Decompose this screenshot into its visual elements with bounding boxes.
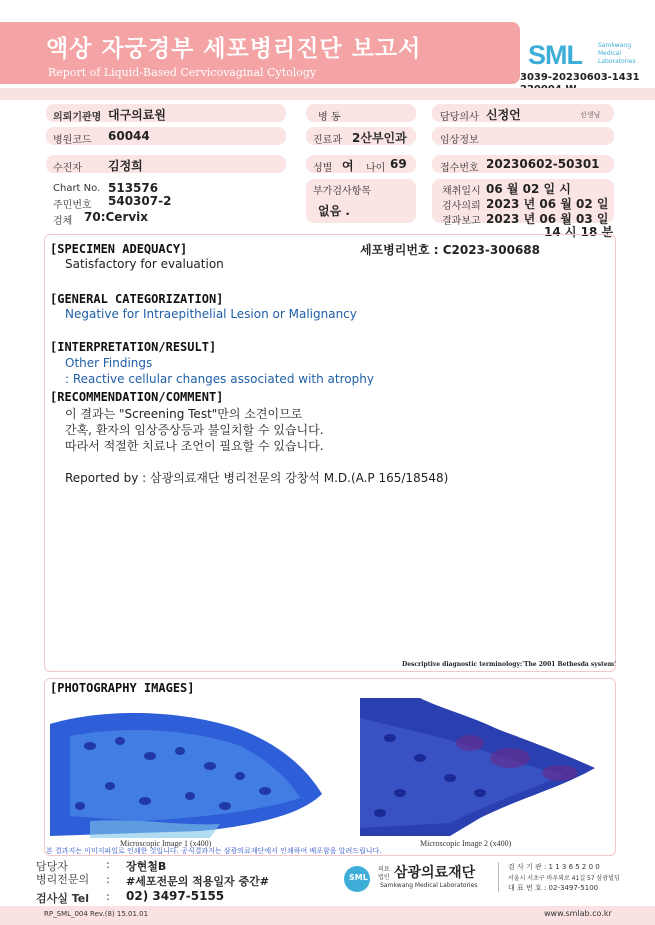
tel-value: 02) 3497-5155 bbox=[126, 889, 225, 903]
extra-label: 부가검사항목 bbox=[313, 186, 371, 197]
website-link[interactable]: www.smlab.co.kr bbox=[544, 909, 612, 918]
reported-by: Reported by : 삼광의료재단 병리전문의 강창석 M.D.(A.P 165/18548) bbox=[65, 471, 449, 485]
sml-logo: SML bbox=[528, 40, 582, 70]
adequacy-heading: [SPECIMEN ADEQUACY] bbox=[50, 242, 188, 256]
recommendation-line1: 이 결과는 "Screening Test"만의 소견이므로 bbox=[65, 407, 303, 421]
chart-label: Chart No. bbox=[53, 183, 101, 194]
tech-colon: : bbox=[106, 858, 110, 871]
request-value: 2023 년 06 월 02 일 bbox=[486, 197, 609, 211]
doctor-value: 신정언 bbox=[486, 108, 521, 122]
hospital-code-label: 병원코드 bbox=[53, 135, 92, 146]
institution-value: 대구의료원 bbox=[108, 108, 166, 122]
request-label: 검사의뢰 bbox=[442, 201, 481, 212]
main-phone: 대 표 번 호 : 02-3497-5100 bbox=[508, 884, 599, 892]
print-notice: 본 결과지는 이미지파일로 인쇄한 것입니다. 공식결과지는 삼광의료재단에서 인쇄하여 배포함을 알려드립니다. bbox=[46, 847, 382, 855]
interpretation-line2: : Reactive cellular changes associated with atrophy bbox=[65, 372, 374, 386]
collect-label: 채취일시 bbox=[442, 186, 481, 197]
tech-label: 담당자 bbox=[36, 860, 68, 873]
form-number: RP_SML_004 Rev.(8) 15.01.01 bbox=[44, 910, 149, 918]
patient-value: 김정희 bbox=[108, 159, 143, 173]
sml-logo-sub: Samkwang Medical Laboratories bbox=[598, 42, 636, 65]
pathologist-value: #세포전문의 적용일자 중간# bbox=[126, 875, 269, 888]
hospital-code-value: 60044 bbox=[108, 129, 150, 143]
patient-pill bbox=[46, 155, 286, 173]
sml-footer-logo-text: SML bbox=[349, 873, 368, 882]
result-value: 2023 년 06 월 03 일 bbox=[486, 212, 609, 226]
pathologist-colon: : bbox=[106, 873, 110, 886]
chart-value: 513576 bbox=[108, 181, 159, 195]
exam-value: 70:Cervix bbox=[84, 210, 149, 224]
recommendation-line3: 따라서 적절한 치료나 조언이 필요할 수 있습니다. bbox=[65, 439, 324, 453]
cell-image-1-svg bbox=[50, 706, 330, 838]
age-label: 나이 bbox=[366, 163, 386, 174]
image-1-caption: Microscopic Image 1 (x400) bbox=[120, 839, 212, 848]
result-time: 14 시 18 분 bbox=[544, 225, 614, 239]
doctor-label: 담당의사 bbox=[440, 112, 479, 123]
collect-value: 06 월 02 일 시 bbox=[486, 182, 571, 196]
report-title: 액상 자궁경부 세포병리진단 보고서 bbox=[46, 36, 422, 62]
dept-value: 2산부인과 bbox=[352, 131, 407, 145]
receipt-label: 접수번호 bbox=[440, 163, 479, 174]
microscopic-image-2 bbox=[360, 698, 605, 836]
extra-value: 없음 . bbox=[318, 204, 350, 218]
registration: 검 사 기 관 : 1 1 3 6 5 2 0 0 bbox=[508, 863, 600, 871]
org-english: Samkwang Medical Laboratories bbox=[380, 882, 478, 889]
sex-label: 성별 bbox=[313, 163, 333, 174]
footer-divider bbox=[498, 862, 499, 892]
rrn-value: 540307-2 bbox=[108, 194, 172, 208]
institution-label: 의뢰기관명 bbox=[53, 112, 102, 123]
clinical-label: 임상정보 bbox=[440, 135, 479, 146]
result-label: 결과보고 bbox=[442, 216, 481, 227]
report-subtitle: Report of Liquid-Based Cervicovaginal Cytology bbox=[48, 66, 317, 79]
exam-label: 검체 bbox=[53, 216, 73, 227]
general-heading: [GENERAL CATEGORIZATION] bbox=[50, 292, 224, 306]
image-2-caption: Microscopic Image 2 (x400) bbox=[420, 839, 512, 848]
ward-label: 병 동 bbox=[318, 112, 341, 123]
doctor-suffix: 선생님 bbox=[580, 111, 601, 119]
photos-heading: [PHOTOGRAPHY IMAGES] bbox=[50, 681, 195, 695]
tech-value: 장현철B bbox=[126, 860, 167, 873]
recommendation-line2: 간혹, 환자의 임상증상등과 불일치할 수 있습니다. bbox=[65, 423, 324, 437]
adequacy-text: Satisfactory for evaluation bbox=[65, 257, 224, 271]
recommendation-heading: [RECOMMENDATION/COMMENT] bbox=[50, 390, 224, 404]
dept-label: 진료과 bbox=[313, 135, 342, 146]
cytology-number: 세포병리번호 : C2023-300688 bbox=[360, 243, 540, 257]
patient-label: 수진자 bbox=[53, 163, 82, 174]
receipt-value: 20230602-50301 bbox=[486, 157, 600, 171]
age-value: 69 bbox=[390, 157, 407, 171]
interpretation-line1: Other Findings bbox=[65, 356, 153, 370]
rrn-label: 주민번호 bbox=[53, 200, 92, 211]
org-small-label: 의료법인 bbox=[378, 866, 390, 881]
tel-label: 검사실 Tel bbox=[36, 892, 89, 905]
pathologist-label: 병리전문의 bbox=[36, 873, 90, 886]
org-name: 삼광의료재단 bbox=[394, 865, 476, 881]
sex-value: 여 bbox=[342, 159, 354, 173]
tel-colon: : bbox=[106, 890, 110, 903]
terminology-note: Descriptive diagnostic terminology:'The 2001 Bethesda system' bbox=[402, 661, 616, 668]
general-text: Negative for Intraepithelial Lesion or Malignancy bbox=[65, 307, 357, 321]
header-stripe bbox=[0, 88, 655, 100]
address: 서울시 서초구 바우뫼로 41길 57 삼광빌딩 bbox=[508, 875, 620, 882]
microscopic-image-1 bbox=[50, 706, 330, 838]
report-code-line1: 3039-20230603-1431 bbox=[520, 72, 640, 83]
interpretation-heading: [INTERPRETATION/RESULT] bbox=[50, 340, 217, 354]
cell-image-2-svg bbox=[360, 698, 605, 836]
